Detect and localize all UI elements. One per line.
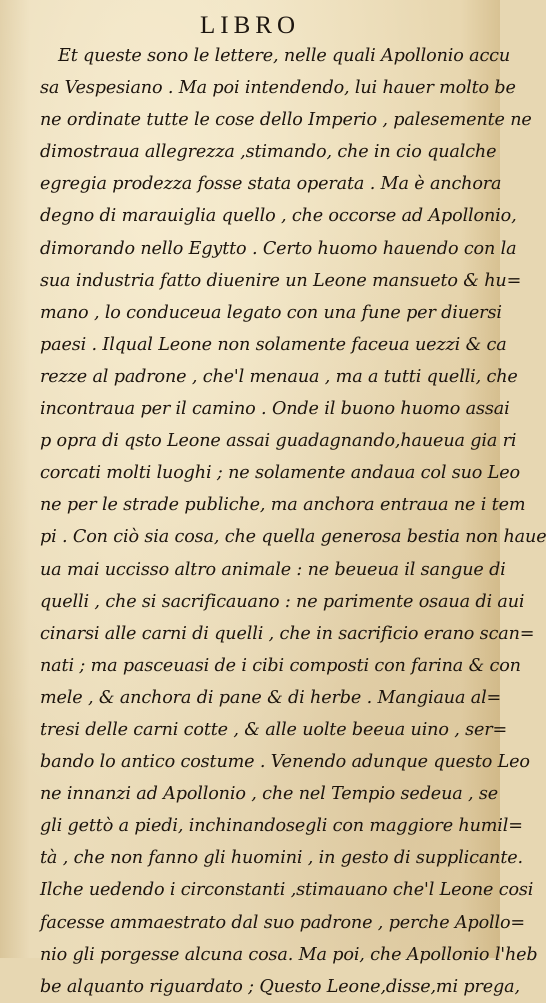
running-header: LIBRO <box>200 12 300 39</box>
text-line: be alquanto riguardato ; Questo Leone,disse,mi prega, <box>40 976 520 997</box>
text-line: facesse ammaestrato dal suo padrone , perche Apollo= <box>40 912 526 933</box>
text-line: corcati molti luoghi ; ne solamente andaua col suo Leo <box>40 463 520 484</box>
text-line: quelli , che si sacrificauano : ne parimente osaua di aui <box>40 591 525 612</box>
text-line: degno di marauiglia quello , che occorse ad Apollonio, <box>40 206 517 227</box>
text-line: sa Vespesiano . Ma poi intendendo, lui hauer molto be <box>40 78 516 99</box>
text-line: tà , che non fanno gli huomini , in gesto di supplicante. <box>40 848 523 869</box>
text-line: mele , & anchora di pane & di herbe . Mangiaua al= <box>40 687 502 708</box>
text-line: cinarsi alle carni di quelli , che in sacrificio erano scan= <box>40 623 535 644</box>
text-line: nati ; ma pasceuasi de i cibi composti con farina & con <box>40 655 521 676</box>
text-line: ua mai uccisso altro animale : ne beueua il sangue di <box>40 559 506 580</box>
body-text <box>40 40 546 1003</box>
text-line: p opra di qsto Leone assai guadagnando,haueua gia ri <box>40 431 517 452</box>
text-line: ne per le strade publiche, ma anchora entraua ne i tem <box>40 495 526 516</box>
text-line: tresi delle carni cotte , & alle uolte beeua uino , ser= <box>40 719 508 740</box>
text-line: paesi . Ilqual Leone non solamente faceua uezzi & ca <box>40 334 507 355</box>
text-line: Ilche uedendo i circonstanti ,stimauano che'l Leone cosi <box>40 880 534 901</box>
text-line: dimostraua allegrezza ,stimando, che in cio qualche <box>40 142 497 163</box>
text-line: rezze al padrone , che'l menaua , ma a tutti quelli, che <box>40 366 518 387</box>
text-line: gli gettò a piedi, inchinandosegli con maggiore humil= <box>40 816 523 837</box>
text-line: ne ordinate tutte le cose dello Imperio , palesemente ne <box>40 110 532 131</box>
text-line: sua industria fatto diuenire un Leone mansueto & hu= <box>40 270 522 291</box>
text-line: mano , lo conduceua legato con una fune per diuersi <box>40 302 502 323</box>
text-line: egregia prodezza fosse stata operata . Ma è anchora <box>40 174 502 195</box>
text-line: incontraua per il camino . Onde il buono huomo assai <box>40 399 510 420</box>
text-line: Et queste sono le lettere, nelle quali Apollonio accu <box>58 46 511 66</box>
text-line: nio gli porgesse alcuna cosa. Ma poi, che Apollonio l'heb <box>40 944 538 965</box>
text-line: ne innanzi ad Apollonio , che nel Tempio sedeua , se <box>40 784 499 805</box>
text-line: dimorando nello Egytto . Certo huomo hauendo con la <box>40 238 517 259</box>
text-line: bando lo antico costume . Venendo adunque questo Leo <box>40 752 530 773</box>
text-line: pi . Con ciò sia cosa, che quella generosa bestia non haue <box>40 527 546 548</box>
